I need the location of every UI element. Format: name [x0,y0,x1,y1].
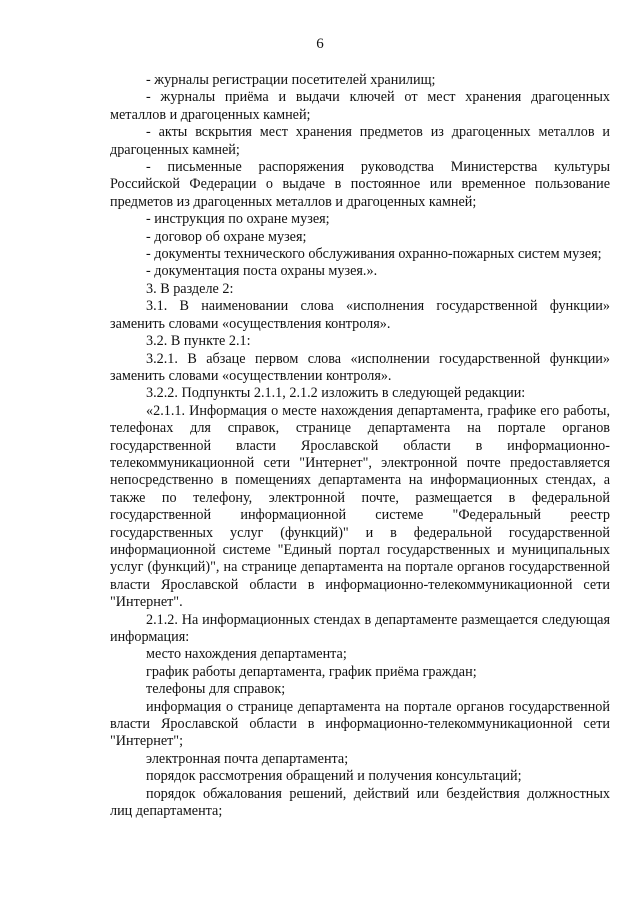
clause-3-1: 3.1. В наименовании слова «исполнения государственной функции» заменить словами «осуществления контроля». [110,298,610,332]
info-item-location: место нахождения департамента; [146,646,347,663]
info-item-web-page: информация о странице департамента на портале органов государственной власти Ярославской области в информационно-телекоммуникационной сети "Интернет"; [110,698,610,750]
list-item-security-instruction: - инструкция по охране музея; [146,211,330,228]
section-2-heading: 3. В разделе 2: [146,280,234,297]
list-item-ministry-orders: - письменные распоряжения руководства Министерства культуры Российской Федерации о выдаче в постоянное или временное пользование предметов из драгоценных металлов и драгоценных камней; [110,159,610,210]
clause-3-2: 3.2. В пункте 2.1: [146,333,251,350]
page-number: 6 [316,36,324,52]
list-item-guard-post-docs: - документация поста охраны музея.». [146,263,378,280]
clause-2-1-2: 2.1.2. На информационных стендах в департаменте размещается следующая информация: [110,611,610,645]
list-item-maintenance-docs: - документы технического обслуживания охранно-пожарных систем музея; [146,246,602,263]
list-item-visitor-logs: - журналы регистрации посетителей хранилищ; [146,72,436,88]
clause-2-1-1: «2.1.1. Информация о месте нахождения департамента, графике его работы, телефонах для справок, странице департамента на портале органов государственной власти Ярославской области в информационно-телекоммуникационной сети "Интернет", электронной почте предоставляется непосредственно в помещениях департамента на информационных стендах, а также по телефону, электронной почте, размещается в федеральной государственной информационной системе "Федеральный реестр государственных услуг (функций)" и в федеральной государственной информационной системе "Единый портал государственных и муниципальных услуг (функций)", на странице департамента на портале органов государственной власти Ярославской области в информационно-телекоммуникационной сети "Интернет". [110,402,610,611]
clause-3-2-1: 3.2.1. В абзаце первом слова «исполнении государственной функции» заменить словами «осуществлении контроля». [110,350,610,384]
clause-3-2-2: 3.2.2. Подпункты 2.1.1, 2.1.2 изложить в следующей редакции: [146,385,526,402]
info-item-consultations: порядок рассмотрения обращений и получения консультаций; [146,768,522,785]
info-item-email: электронная почта департамента; [146,750,349,767]
list-item-key-logs: - журналы приёма и выдачи ключей от мест хранения драгоценных металлов и драгоценных камней; [110,89,610,123]
info-item-appeals: порядок обжалования решений, действий или бездействия должностных лиц департамента; [110,785,610,820]
info-item-phones: телефоны для справок; [146,681,286,698]
list-item-opening-acts: - акты вскрытия мест хранения предметов из драгоценных металлов и драгоценных камней; [110,124,610,158]
info-item-schedule: график работы департамента, график приёма граждан; [146,663,477,680]
list-item-security-contract: - договор об охране музея; [146,228,307,245]
document-body [110,72,610,820]
